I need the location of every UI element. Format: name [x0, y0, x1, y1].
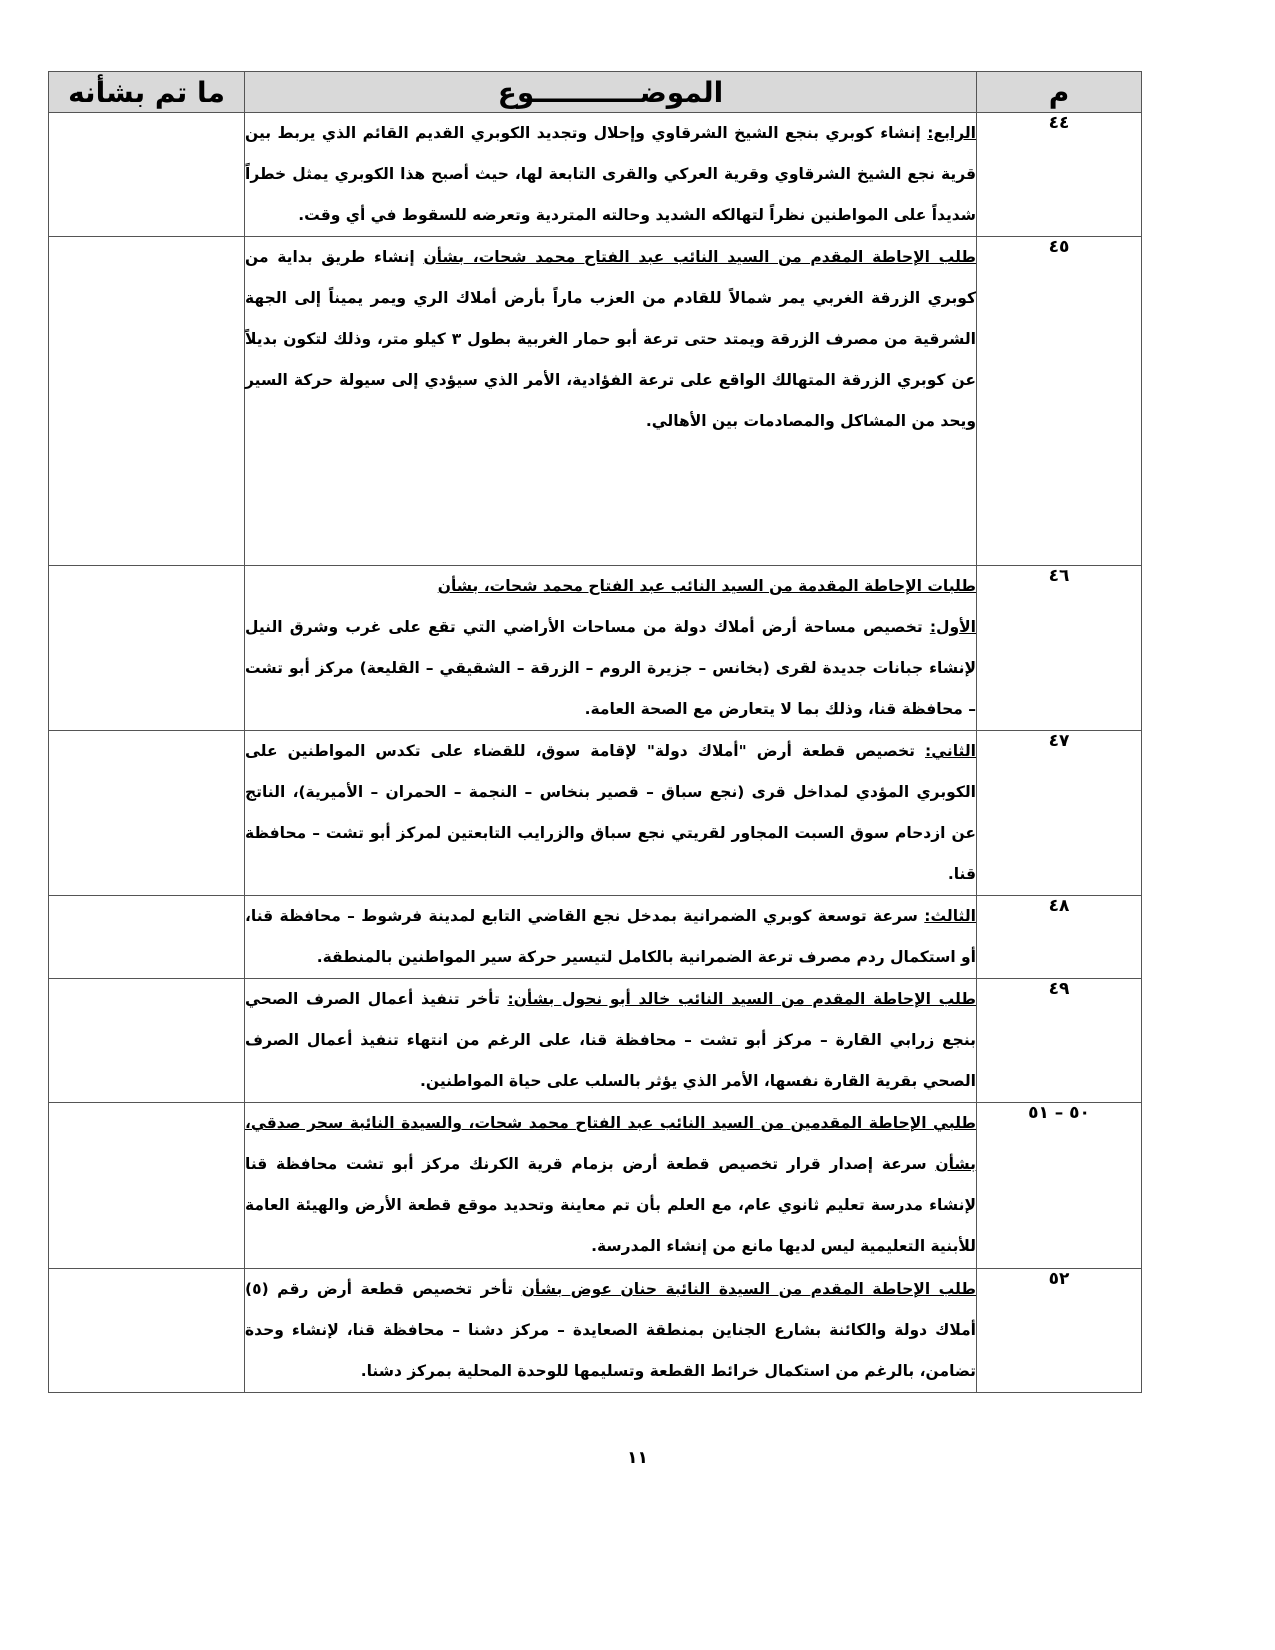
- subject-paragraph: [245, 1103, 976, 1267]
- row-number: ٥٢: [977, 1269, 1142, 1393]
- subject-paragraph: [245, 237, 976, 442]
- subject-text: تخصيص مساحة أرض أملاك دولة من مساحات الأراضي التي تقع على غرب وشرق النيل لإنشاء جبانات جديدة لقرى (بخانس – جزيرة الروم – الزرقة – الشقيقي – القليعة) مركز أبو تشت – محافظة قنا، وذلك بما لا يتعارض مع الصحة العامة.: [245, 618, 976, 718]
- subject-text: تأخر تخصيص قطعة أرض رقم (٥) أملاك دولة والكائنة بشارع الجناين بمنطقة الصعايدة – مركز دشنا – محافظة قنا، لإنشاء وحدة تضامن، بالرغم من استكمال خرائط القطعة وتسليمها للوحدة المحلية بمركز دشنا.: [245, 1280, 976, 1380]
- subject-paragraph: [245, 113, 976, 236]
- subject-paragraph: [245, 566, 976, 607]
- agenda-table: [48, 71, 1142, 1393]
- row-subject: [245, 731, 977, 896]
- subject-heading: طلبي الإحاطة المقدمين من السيد النائب عبد الفتاح محمد شحات، والسيدة النائبة سحر صدقي، بشأن: [245, 1114, 976, 1173]
- row-subject: [245, 113, 977, 237]
- subject-heading: طلب الإحاطة المقدم من السيدة النائبة حنان عوض بشأن: [521, 1280, 976, 1298]
- row-number: ٤٦: [977, 566, 1142, 731]
- row-action: [49, 566, 245, 731]
- row-action: [49, 979, 245, 1103]
- row-action: [49, 1103, 245, 1269]
- table-row: [49, 566, 1142, 731]
- row-subject: [245, 1269, 977, 1393]
- table-header-row: [49, 72, 1142, 113]
- header-subject: الموضـــــــــــوع: [245, 72, 977, 113]
- subject-heading: الأول:: [929, 618, 976, 636]
- row-number: ٤٥: [977, 237, 1142, 566]
- subject-heading: طلبات الإحاطة المقدمة من السيد النائب عبد الفتاح محمد شحات، بشأن: [437, 577, 976, 595]
- row-subject: [245, 566, 977, 731]
- subject-paragraph: [245, 1269, 976, 1392]
- table-row: [49, 237, 1142, 566]
- table-row: [49, 113, 1142, 237]
- subject-heading: طلب الإحاطة المقدم من السيد النائب خالد أبو نحول بشأن:: [507, 990, 976, 1008]
- row-action: [49, 113, 245, 237]
- row-number: ٥٠ – ٥١: [977, 1103, 1142, 1269]
- subject-heading: الثاني:: [925, 742, 976, 760]
- table-row: [49, 1269, 1142, 1393]
- subject-text: إنشاء طريق بداية من كوبري الزرقة الغربي يمر شمالاً للقادم من العزب ماراً بأرض أملاك الري ويمر يميناً إلى الجهة الشرقية من مصرف الزرقة ويمتد حتى ترعة أبو حمار الغربية بطول ٣ كيلو متر، وذلك لتكون بديلاً عن كوبري الزرقة المتهالك الواقع على ترعة الفؤادية، الأمر الذي سيؤدي إلى سيولة حركة السير ويحد من المشاكل والمصادمات بين الأهالي.: [245, 248, 976, 430]
- row-action: [49, 1269, 245, 1393]
- row-action: [49, 237, 245, 566]
- subject-text: تخصيص قطعة أرض "أملاك دولة" لإقامة سوق، للقضاء على تكدس المواطنين على الكوبري المؤدي لمداخل قرى (نجع سباق – قصير بنخاس – النجمة – الحمران – الأميرية)، الناتج عن ازدحام سوق السبت المجاور لقريتي نجع سباق والزرايب التابعتين لمركز أبو تشت – محافظة قنا.: [245, 742, 976, 883]
- row-number: ٤٨: [977, 896, 1142, 979]
- header-number: م: [977, 72, 1142, 113]
- table-row: [49, 731, 1142, 896]
- subject-paragraph: [245, 731, 976, 895]
- subject-heading: الرابع:: [927, 124, 976, 142]
- subject-paragraph: [245, 896, 976, 978]
- subject-text: سرعة توسعة كوبري الضمرانية بمدخل نجع القاضي التابع لمدينة فرشوط – محافظة قنا، أو استكمال ردم مصرف ترعة الضمرانية بالكامل لتيسير حركة سير المواطنين بالمنطقة.: [245, 907, 976, 966]
- row-action: [49, 896, 245, 979]
- table-row: [49, 896, 1142, 979]
- subject-paragraph: [245, 979, 976, 1102]
- row-action: [49, 731, 245, 896]
- table-row: [49, 979, 1142, 1103]
- page-number: ١١: [627, 1448, 648, 1468]
- table-body: [49, 113, 1142, 1393]
- header-action: ما تم بشأنه: [49, 72, 245, 113]
- row-subject: [245, 1103, 977, 1269]
- row-number: ٤٤: [977, 113, 1142, 237]
- row-subject: [245, 237, 977, 566]
- subject-text: سرعة إصدار قرار تخصيص قطعة أرض بزمام قرية الكرنك مركز أبو تشت محافظة قنا لإنشاء مدرسة تعليم ثانوي عام، مع العلم بأن تم معاينة وتحديد موقع قطعة الأرض والهيئة العامة للأبنية التعليمية ليس لديها مانع من إنشاء المدرسة.: [245, 1155, 976, 1255]
- row-subject: [245, 979, 977, 1103]
- subject-heading: طلب الإحاطة المقدم من السيد النائب عبد الفتاح محمد شحات، بشأن: [423, 248, 976, 266]
- row-subject: [245, 896, 977, 979]
- subject-text: تأخر تنفيذ أعمال الصرف الصحي بنجع زرابي القارة – مركز أبو تشت – محافظة قنا، على الرغم من انتهاء تنفيذ أعمال الصرف الصحي بقرية القارة نفسها، الأمر الذي يؤثر بالسلب على حياة المواطنين.: [245, 990, 976, 1090]
- subject-heading: الثالث:: [924, 907, 976, 925]
- row-number: ٤٧: [977, 731, 1142, 896]
- row-number: ٤٩: [977, 979, 1142, 1103]
- subject-paragraph: [245, 607, 976, 730]
- table-row: [49, 1103, 1142, 1269]
- subject-text: إنشاء كوبري بنجع الشيخ الشرقاوي وإحلال وتجديد الكوبري القديم القائم الذي يربط بين قرية نجع الشيخ الشرقاوي وقرية العركي والقرى التابعة لها، حيث أصبح هذا الكوبري يمثل خطراً شديداً على المواطنين نظراً لتهالكه الشديد وحالته المتردية وتعرضه للسقوط في أي وقت.: [245, 124, 976, 224]
